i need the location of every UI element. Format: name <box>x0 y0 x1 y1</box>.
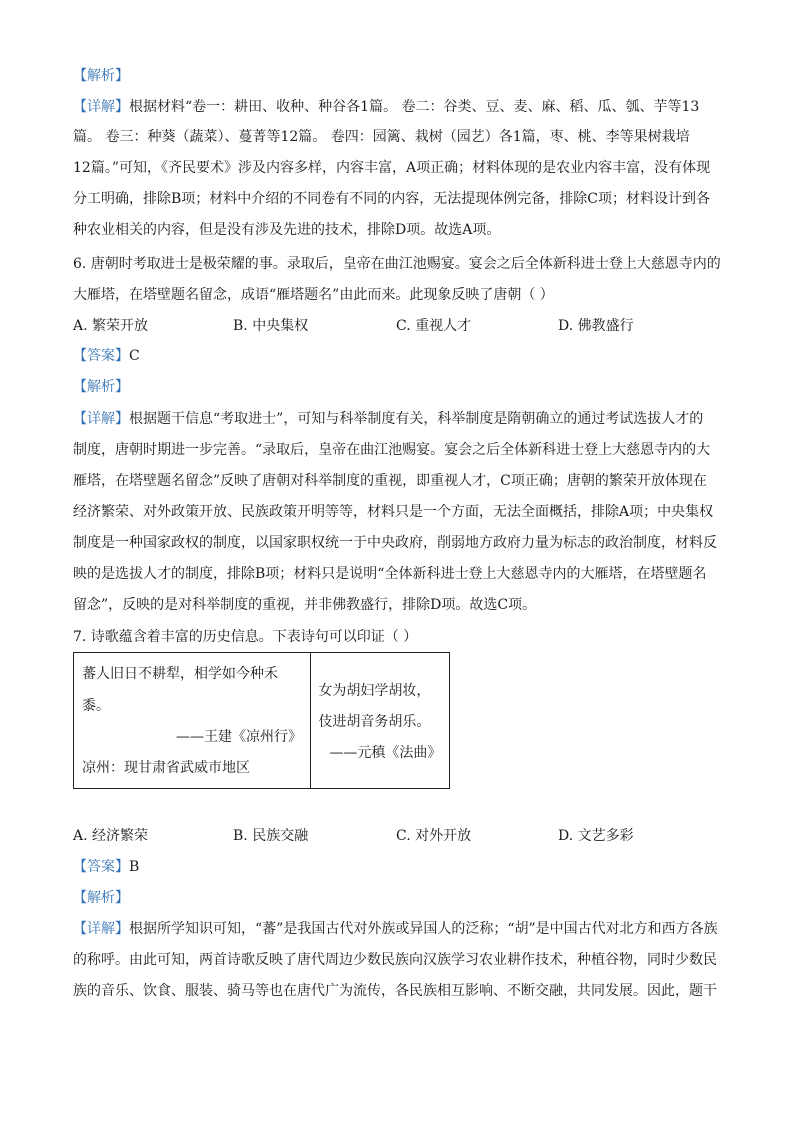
answer-value: C <box>129 348 140 364</box>
question-stem: 7. 诗歌蕴含着丰富的历史信息。下表诗句可以印证（ ） <box>73 629 418 645</box>
detail-line: 篇。 卷三：种葵（蔬菜）、蔓菁等12篇。 卷四：园篱、栽树（园艺）各1篇，枣、桃、李等果树栽培 <box>73 129 690 145</box>
answer-label: 【答案】 <box>73 859 129 875</box>
poem-table <box>73 652 450 789</box>
detail-line: 分工明确，排除B项；材料中介绍的不同卷有不同的内容，无法提现体例完备，排除C项；材料设计到各 <box>73 191 710 207</box>
detail-line: 【详解】根据题干信息“考取进士”，可知与科举制度有关，科举制度是隋朝确立的通过考试选拔人才的 <box>73 411 704 427</box>
detail-line: 制度是一种国家政权的制度，以国家职权统一于中央政府，削弱地方政府力量为标志的政治制度，材料反 <box>73 535 717 551</box>
analysis-label: 【解析】 <box>73 68 129 84</box>
poem-line: 黍。 <box>82 698 110 714</box>
answer-value: B <box>129 859 140 875</box>
answer-label: 【答案】 <box>73 348 129 364</box>
detail-label: 【详解】 <box>73 411 129 427</box>
poem-source: ——元稹《法曲》 <box>329 745 442 761</box>
answer-line <box>73 346 723 366</box>
option-c: C. 重视人才 <box>396 318 472 334</box>
poem-cell-wang-jian <box>74 653 311 789</box>
detail-line: 的称呼。由此可知，两首诗歌反映了唐代周边少数民族向汉族学习农业耕作技术，种植谷物，同时少数民 <box>73 952 717 968</box>
detail-line: 12篇。”可知，《齐民要术》涉及内容多样，内容丰富，A项正确；材料体现的是农业内容丰富，没有体现 <box>73 160 711 176</box>
question-stem: 6. 唐朝时考取进士是极荣耀的事。录取后，皇帝在曲江池赐宴。宴会之后全体新科进士登上大慈恩寺内的 <box>73 256 721 272</box>
detail-label: 【详解】 <box>73 99 129 115</box>
option-b: B. 民族交融 <box>233 828 309 844</box>
detail-line: 留念”，反映的是对科举制度的重视，并非佛教盛行，排除D项。故选C项。 <box>73 597 537 613</box>
option-a: A. 繁荣开放 <box>73 318 149 334</box>
detail-line: 族的音乐、饮食、服装、骑马等也在唐代广为流传，各民族相互影响、不断交融，共同发展。因此，题干 <box>73 983 717 999</box>
detail-line: 【详解】根据材料“卷一：耕田、收种、种谷各1篇。 卷二：谷类、豆、麦、麻、稻、瓜、瓠、芋等13 <box>73 99 700 115</box>
option-b: B. 中央集权 <box>233 318 309 334</box>
poem-line: 伎进胡音务胡乐。 <box>318 714 431 730</box>
detail-line: 经济繁荣、对外政策开放、民族政策开明等等，材料只是一个方面，无法全面概括，排除A项；中央集权 <box>73 504 714 520</box>
detail-line: 种农业相关的内容，但是没有涉及先进的技术，排除D项。故选A项。 <box>73 222 501 238</box>
poem-source: ——王建《凉州行》 <box>176 729 302 745</box>
detail-label: 【详解】 <box>73 921 129 937</box>
option-d: D. 佛教盛行 <box>558 318 634 334</box>
detail-line: 【详解】根据所学知识可知，“蕃”是我国古代对外族或异国人的泛称；“胡”是中国古代对北方和西方各族 <box>73 921 718 937</box>
poem-line: 蕃人旧日不耕犁，相学如今种禾 <box>82 666 278 682</box>
option-d: D. 文艺多彩 <box>558 828 634 844</box>
detail-line: 制度，唐朝时期进一步完善。“录取后，皇帝在曲江池赐宴。宴会之后全体新科进士登上大慈恩寺内的大 <box>73 442 711 458</box>
analysis-label: 【解析】 <box>73 379 129 395</box>
answer-line <box>73 857 723 877</box>
poem-note: 凉州：现甘肃省武威市地区 <box>82 760 250 776</box>
poem-line: 女为胡妇学胡妆， <box>318 683 431 699</box>
option-a: A. 经济繁荣 <box>73 828 149 844</box>
detail-line: 雁塔，在塔壁题名留念”反映了唐朝对科举制度的重视，即重视人才，C项正确；唐朝的繁荣开放体现在 <box>73 473 707 489</box>
option-c: C. 对外开放 <box>396 828 472 844</box>
analysis-label: 【解析】 <box>73 890 129 906</box>
detail-line: 映的是选拔人才的制度，排除B项；材料只是说明“全体新科进士登上大慈恩寺内的大雁塔，在塔壁题名 <box>73 566 707 582</box>
question-stem: 大雁塔，在塔壁题名留念，成语“雁塔题名”由此而来。此现象反映了唐朝（ ） <box>73 287 554 303</box>
poem-cell-yuan-zhen <box>311 653 450 789</box>
